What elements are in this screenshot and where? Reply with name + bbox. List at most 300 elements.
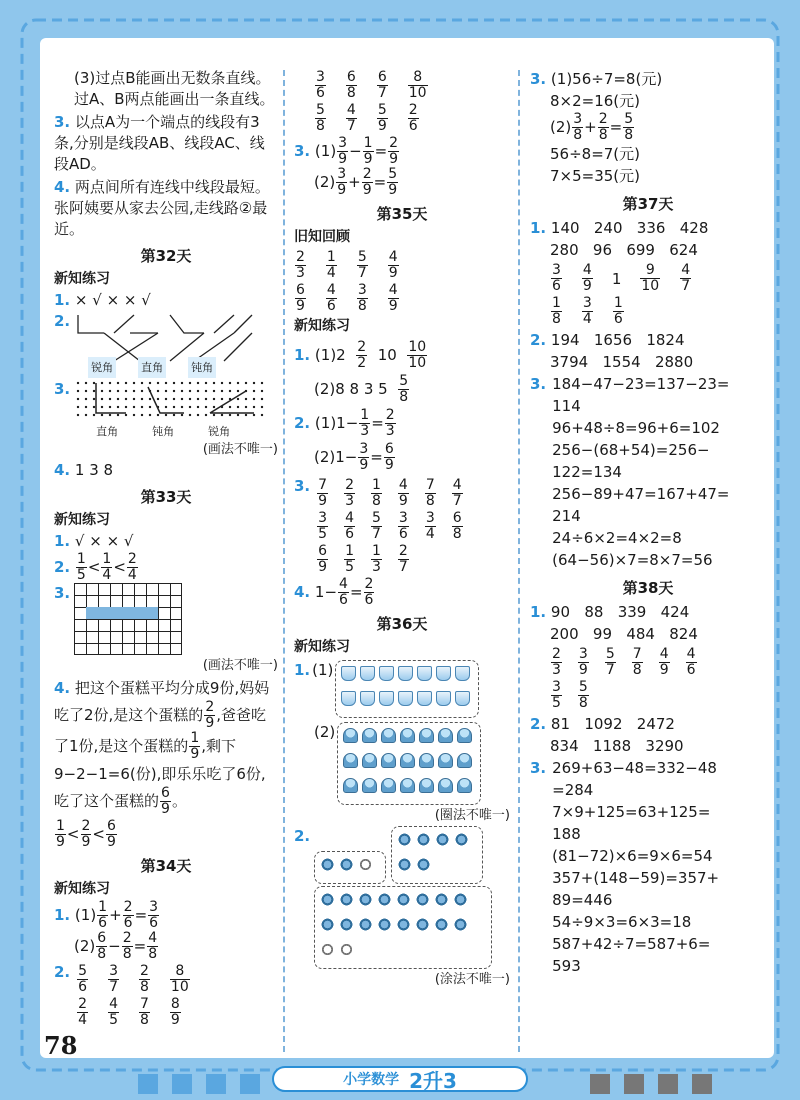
numerator: 1 [613,295,623,311]
fraction [160,786,171,817]
fraction [632,647,643,678]
fraction [55,819,66,850]
cake-icon [419,753,434,768]
numerator: 1 [360,407,370,423]
answer-text: 3794 1554 2880 [550,353,694,371]
cake-icon [438,753,453,768]
answer-item [54,112,278,175]
fraction [408,103,419,134]
fraction-row [294,103,510,134]
numerator: 5 [357,249,367,265]
flower-outline-icon [358,857,373,872]
fraction-row [294,70,510,101]
answer-item [54,583,278,655]
day-title: 第35天 [376,205,428,223]
numerator: 2 [296,249,305,265]
fraction [317,478,328,509]
cake-icon [457,753,472,768]
flower-icon [454,832,469,847]
numerator: 5 [578,679,588,695]
cake-icon [400,778,415,793]
denominator: 9 [205,715,215,731]
flower-icon [396,917,411,932]
numerator: 4 [109,996,118,1012]
numerator: 4 [339,576,348,592]
denominator: 3 [371,559,381,575]
answer-text: 以点A为一个端点的线段有3条,分别是线段AB、线段AC、线段AD。 [54,113,265,173]
denominator: 6 [408,118,418,134]
answer-item [530,329,766,351]
numerator: 3 [552,679,561,695]
denominator: 3 [360,423,370,439]
flower-icon [377,917,392,932]
numerator: 3 [552,262,561,278]
flower-icon [339,892,354,907]
answer-item [294,476,510,577]
denominator: 9 [338,151,348,167]
fraction [398,511,409,542]
denominator: 8 [624,127,634,143]
calc-line: 188 [552,825,581,843]
answer-item [54,311,278,375]
flower-icon [416,832,431,847]
denominator: 7 [681,278,691,294]
answer-text: ,爸爸吃了1份,是这个蛋糕的 [54,706,267,755]
bar [206,1074,226,1094]
denominator: 9 [388,265,398,281]
numerator: 3 [398,510,408,526]
cup-icon [360,666,375,681]
denominator: 5 [109,1012,118,1028]
item-number: 2. [530,715,547,733]
denominator: 8 [122,946,132,962]
answer-item [54,676,278,817]
numerator: 3 [109,963,118,979]
cup-icon [379,666,394,681]
denominator: 7 [371,526,381,542]
flower-icon [320,892,335,907]
fraction [640,263,660,294]
item-number: 3. [54,380,71,398]
fraction [359,408,370,439]
answer-item [54,460,278,481]
item-number: 1. [54,906,71,924]
denominator: 9 [337,182,347,198]
whole-number: 1 [611,269,622,288]
denominator: 4 [78,1012,88,1028]
denominator: 8 [578,695,588,711]
fraction [123,900,134,931]
fraction [147,931,158,962]
denominator: 6 [149,915,159,931]
numerator: 2 [364,576,374,592]
numerator: 8 [170,996,180,1012]
answer-text: 834 1188 3290 [550,737,684,755]
cake-icon [381,728,396,743]
numerator: 2 [78,996,88,1012]
bar [692,1074,712,1094]
denominator: 6 [552,278,561,294]
flower-icon [339,917,354,932]
denominator: 6 [398,526,408,542]
answer-item: (2) $\frac{3}{8}$ + $\frac{2}{8}$ = $\frac{5}{8}$ [550,111,634,143]
cup-icon [398,666,413,681]
item-number: 3. [530,70,547,88]
answer-text: 7×5=35(元) [550,167,641,185]
flower-icon [397,857,412,872]
denominator: 9 [659,662,669,678]
answer-text: 两点间所有连线中线段最短。张阿姨要从家去公园,走线路②最近。 [54,178,270,238]
denominator: 5 [345,559,354,575]
flower-icon [339,857,354,872]
answer-item [530,713,766,735]
answer-text: 56÷8=7(元) [550,145,641,163]
sub-label: (2) [74,937,96,955]
denominator: 7 [398,559,408,575]
fraction [295,250,306,281]
fraction-row [530,296,766,327]
answer-item [294,722,510,805]
answer-item [530,373,766,571]
calc-line: 256−(68+54)=256− [552,441,710,459]
numerator: 2 [385,407,395,423]
denominator: 9 [318,559,328,575]
numerator: 4 [346,102,356,118]
column-3 [530,68,766,977]
fraction [108,964,119,995]
denominator: 8 [552,311,561,327]
cakes-picture [337,722,481,805]
numerator: 4 [345,510,354,526]
fraction [551,647,562,678]
denominator: 7 [377,85,387,101]
denominator: 7 [346,118,356,134]
denominator: 9 [359,457,369,473]
fraction-rows [316,476,464,577]
fraction-row [316,478,464,509]
numerator: 3 [357,282,367,298]
fraction-comparison [54,819,278,850]
answer-text: (3)过点B能画出无数条直线。过A、B两点能画出一条直线。 [74,69,275,108]
flower-icon [453,892,468,907]
cake-icon [343,753,358,768]
angle-labels [88,357,216,378]
calc-line: 114 [552,397,581,415]
numerator: 7 [139,996,149,1012]
denominator: 9 [384,457,394,473]
answer-item [530,217,766,239]
numerator: 5 [624,111,634,127]
fraction-row [76,997,191,1028]
column-2 [294,68,510,990]
numerator: 1 [76,551,86,567]
flower-icon [377,892,392,907]
answer-item [54,177,278,240]
page-number: 78 [44,1031,78,1060]
fraction [364,577,375,608]
numerator: 1 [190,730,200,746]
cake-icon [362,753,377,768]
sub-label: (2) [314,723,336,741]
fraction [384,442,395,473]
fraction [425,478,436,509]
fraction [317,511,328,542]
denominator: 7 [357,265,367,281]
cup-icon [436,666,451,681]
denominator: 8 [632,662,642,678]
denominator: 6 [345,526,354,542]
fraction [551,680,562,711]
cake-icon [438,778,453,793]
cake-icon [400,728,415,743]
cup-icon [417,691,432,706]
numerator: 7 [632,646,642,662]
fraction [326,250,337,281]
item-number: 2. [294,414,311,432]
numerator: 4 [148,930,158,946]
label: 锐角 [208,425,231,438]
denominator: 8 [97,946,107,962]
cake-icon [438,728,453,743]
day-title: 第37天 [622,195,674,213]
fraction [613,296,624,327]
sub-label: (1) [314,142,337,160]
denominator: 9 [377,118,387,134]
numerator: 3 [318,510,328,526]
answer-text: 280 96 699 624 [550,241,698,259]
answer-text: (2)1− [314,448,358,466]
fraction-rows [76,962,191,1030]
answer-item: (2)1− $\frac{3}{9}$ = $\frac{6}{9}$ [314,441,394,473]
fraction [139,997,150,1028]
fraction [582,263,593,294]
footer-subject: 小学数学 [343,1072,400,1088]
cup-icon [398,691,413,706]
item-number: 3. [54,113,71,131]
numerator: 5 [377,102,387,118]
numerator: 8 [175,963,185,979]
answer-text: 194 1656 1824 [550,331,685,349]
answer-item: (2) $\frac{3}{9}$ + $\frac{2}{9}$ = $\frac{5}{9}$ [314,166,398,198]
fraction [346,70,357,101]
item-number: 4. [54,461,71,479]
fraction [551,263,562,294]
denominator: 6 [316,85,325,101]
fraction [578,647,589,678]
cake-icon [381,778,396,793]
calc-line: 89=446 [552,891,613,909]
calc-line: 54÷9×3=6×3=18 [552,913,692,931]
flower-icon [415,892,430,907]
flower-icon [434,917,449,932]
footer-bars-left [138,1074,260,1094]
item-number: 3. [54,584,71,602]
flowers-group-3 [314,886,492,969]
numerator: 6 [296,282,305,298]
fraction [398,478,409,509]
answer-text: × √ × × √ [74,291,151,309]
denominator: 5 [318,526,328,542]
section-title: 新知练习 [54,881,110,897]
label: 钝角 [188,357,216,378]
item-number: 2. [54,963,71,981]
bar [658,1074,678,1094]
numerator: 2 [81,818,91,834]
section-title: 新知练习 [54,271,110,287]
day-title: 第38天 [622,579,674,597]
fraction [398,374,409,405]
denominator: 7 [452,493,462,509]
numerator: 3 [337,166,347,182]
numerator: 5 [399,373,409,389]
flower-icon [453,917,468,932]
denominator: 9 [363,151,373,167]
footer-bars-right [590,1074,712,1094]
fraction [605,647,616,678]
denominator: 9 [56,834,65,850]
footer-grade: 2升3 [409,1068,457,1093]
fraction [388,136,399,167]
fraction [96,931,107,962]
flowers-pictures [314,826,510,969]
fraction [344,544,355,575]
flower-icon [435,832,450,847]
fraction [371,544,382,575]
column-divider-2 [518,70,520,1052]
denominator: 6 [364,592,374,608]
denominator: 8 [148,946,158,962]
item-number: 3. [530,759,547,777]
numerator: 2 [357,339,367,355]
fraction-row [76,964,191,995]
answer-item [54,962,278,1030]
fraction [101,552,112,583]
item-number: 2. [294,827,311,845]
fraction [189,731,200,762]
fraction [337,136,348,167]
cup-icon [360,691,375,706]
fraction [356,340,367,371]
flower-outline-icon [339,942,354,957]
cup-icon [455,691,470,706]
cups-picture [335,660,479,718]
bar [590,1074,610,1094]
answer-item: 4. 1− $\frac{4}{6}$ = $\frac{2}{6}$ [294,576,374,608]
denominator: 8 [573,127,583,143]
fraction [551,296,562,327]
fraction [127,552,138,583]
sub-label: (1) [74,906,97,924]
day-title: 第33天 [140,488,192,506]
answer-text: 10 [377,346,397,364]
numerator: 8 [413,69,423,85]
cake-icon [343,728,358,743]
fraction [338,577,349,608]
section-title: 新知练习 [294,639,350,655]
flower-icon [320,917,335,932]
fraction [77,997,88,1028]
answer-text: 把这个蛋糕平均分成9份,妈妈吃了2份,是这个蛋糕的 [54,679,270,724]
numerator: 4 [398,477,408,493]
numerator: 4 [388,249,398,265]
numerator: 2 [552,646,561,662]
answer-item [294,660,510,718]
less-than: < [87,558,101,576]
cake-icon [419,778,434,793]
denominator: 9 [170,1012,180,1028]
answer-text: (2)8 8 3 5 [314,380,388,398]
numerator: 5 [78,963,88,979]
answer-item [530,601,766,623]
calc-line: (81−72)×6=9×6=54 [552,847,713,865]
item-number: 4. [294,583,311,601]
note: (涂法不唯一) [434,972,510,987]
fraction [108,997,119,1028]
calc-lines [552,757,719,977]
fraction [358,442,369,473]
denominator: 3 [296,265,305,281]
fraction [315,103,326,134]
numerator: 6 [346,69,356,85]
denominator: 9 [362,182,372,198]
item-number: 1. [294,346,311,364]
denominator: 10 [170,979,189,995]
denominator: 4 [127,567,137,583]
denominator: 10 [408,355,427,371]
numerator: 1 [552,295,561,311]
fraction-row [530,680,766,711]
denominator: 8 [452,526,462,542]
fraction [388,283,399,314]
numerator: 2 [122,930,132,946]
drawn-angles [74,379,264,419]
day-title: 第36天 [376,615,428,633]
denominator: 7 [605,662,615,678]
fraction [315,70,326,101]
numerator: 2 [139,963,149,979]
denominator: 9 [161,801,170,817]
answer-item [530,68,766,90]
answer-text: 140 240 336 428 [550,219,709,237]
calc-line: 269+63−48=332−48 [552,759,717,777]
cake-icon [362,778,377,793]
flower-icon [358,892,373,907]
cake-icon [457,778,472,793]
denominator: 6 [78,979,88,995]
numerator: 3 [359,441,369,457]
item-number: 1. [54,532,71,550]
fraction [363,136,374,167]
fraction [81,819,92,850]
column-divider-1 [283,70,285,1052]
answer-item [294,340,510,371]
item-number: 1. [530,603,547,621]
answer-text: 8×2=16(元) [550,92,641,110]
denominator: 9 [389,151,399,167]
numerator: 3 [573,111,583,127]
fraction [170,997,181,1028]
flower-icon [358,917,373,932]
denominator: 8 [399,389,409,405]
numerator: 2 [345,477,354,493]
denominator: 6 [613,311,623,327]
calc-line: 122=134 [552,463,622,481]
denominator: 5 [552,695,561,711]
fraction [388,250,399,281]
label: 锐角 [88,357,116,378]
numerator: 1 [326,249,336,265]
flower-icon [415,917,430,932]
